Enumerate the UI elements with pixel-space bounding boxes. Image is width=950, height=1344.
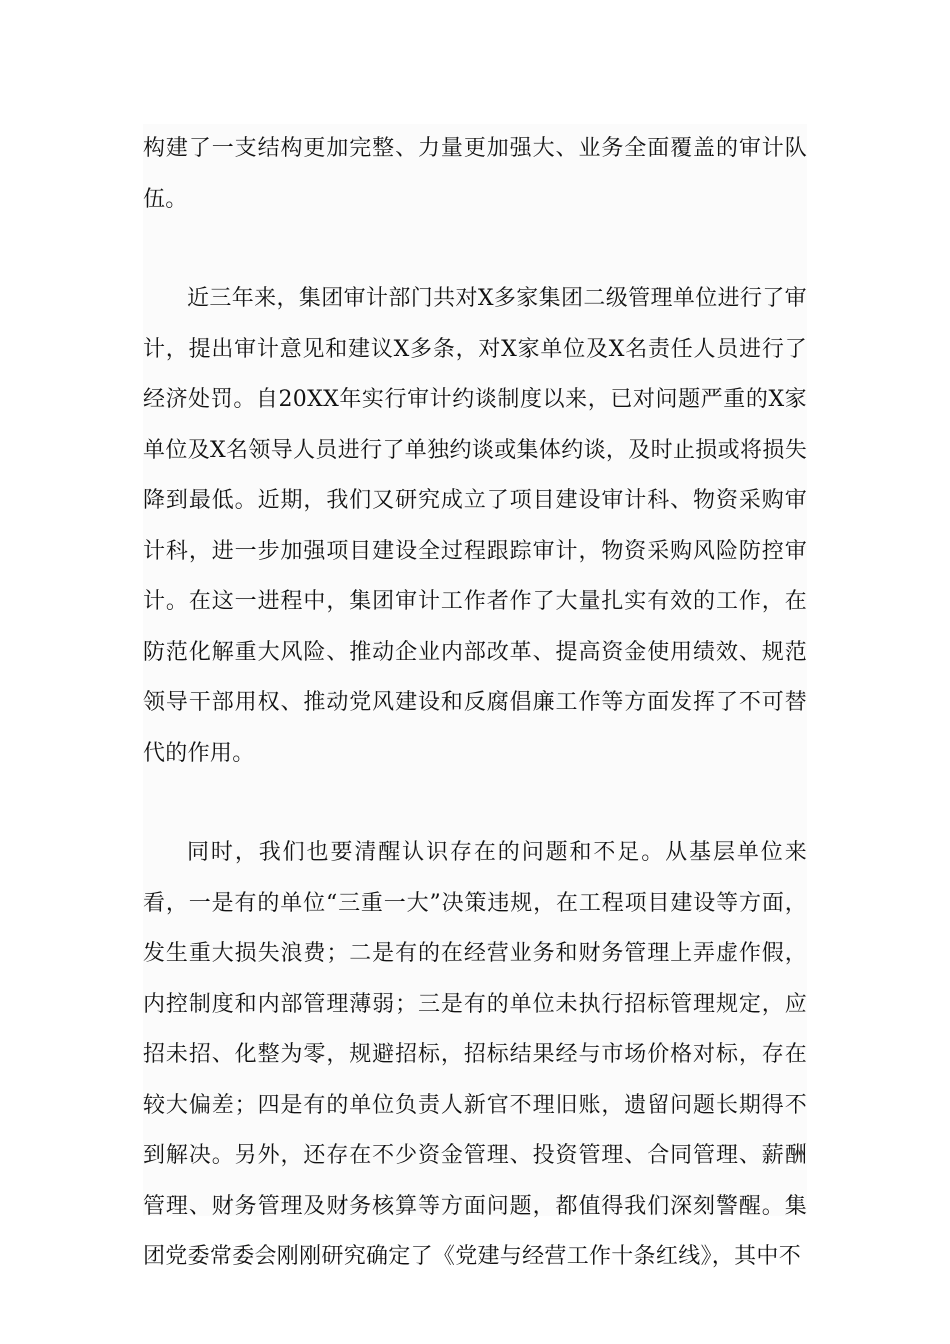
paragraph-2: 近三年来，集团审计部门共对X多家集团二级管理单位进行了审计，提出审计意见和建议X多条，对X家单位及X名责任人员进行了经济处罚。自20XX年实行审计约谈制度以来，已对问题严重的X家单位及X名领导人员进行了单独约谈或集体约谈，及时止损或将损失降到最低。近期，我们又研究成立了项目建设审计科、物资采购审计科，进一步加强项目建设全过程跟踪审计，物资采购风险防控审计。在这一进程中，集团审计工作者作了大量扎实有效的工作，在防范化解重大风险、推动企业内部改革、提高资金使用绩效、规范领导干部用权、推动党风建设和反腐倡廉工作等方面发挥了不可替代的作用。 (143, 286, 807, 766)
paragraph-gap (143, 225, 807, 274)
document-body (143, 124, 807, 1269)
paragraph-gap (143, 779, 807, 828)
paragraph-3: 同时，我们也要清醒认识存在的问题和不足。从基层单位来看，一是有的单位“三重一大”决策违规，在工程项目建设等方面，发生重大损失浪费；二是有的在经营业务和财务管理上弄虚作假，内控制度和内部管理薄弱；三是有的单位未执行招标管理规定，应招未招、化整为零，规避招标，招标结果经与市场价格对标，存在较大偏差；四是有的单位负责人新官不理旧账，遗留问题长期得不到解决。另外，还存在不少资金管理、投资管理、合同管理、薪酬管理、财务管理及财务核算等方面问题，都值得我们深刻警醒。集团党委常委会刚刚研究确定了《党建与经营工作十条红线》，其中不 (143, 840, 807, 1269)
paragraph-1: 构建了一支结构更加完整、力量更加强大、业务全面覆盖的审计队伍。 (143, 136, 807, 212)
